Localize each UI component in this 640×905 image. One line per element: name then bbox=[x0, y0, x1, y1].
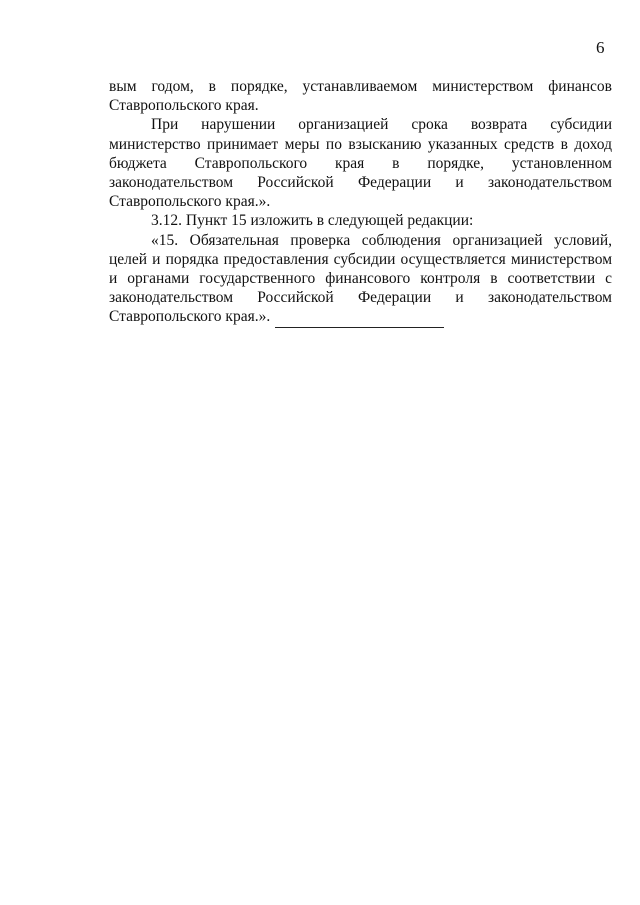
paragraph-continuation: вым годом, в порядке, устанавливаемом министерством финансов Ставропольского края. bbox=[109, 78, 612, 115]
page-number: 6 bbox=[596, 38, 605, 57]
end-separator-line bbox=[275, 327, 444, 328]
document-body bbox=[109, 77, 612, 327]
paragraph-item-15: «15. Обязательная проверка соблюдения организацией условий, целей и порядка предоставления субсидии осуществляется министерством и органами государственного финансового контроля в соответствии с законодательством Российской Федерации и законодательством Ставропольского края.». bbox=[109, 231, 612, 326]
paragraph-amendment-heading: 3.12. Пункт 15 изложить в следующей редакции: bbox=[151, 212, 474, 230]
paragraph-refund-violation: При нарушении организацией срока возврата субсидии министерство принимает меры по взысканию указанных средств в доход бюджета Ставропольского края в порядке, установленном законодательством Российской Федерации и законодательством Ставропольского края.». bbox=[109, 116, 612, 211]
